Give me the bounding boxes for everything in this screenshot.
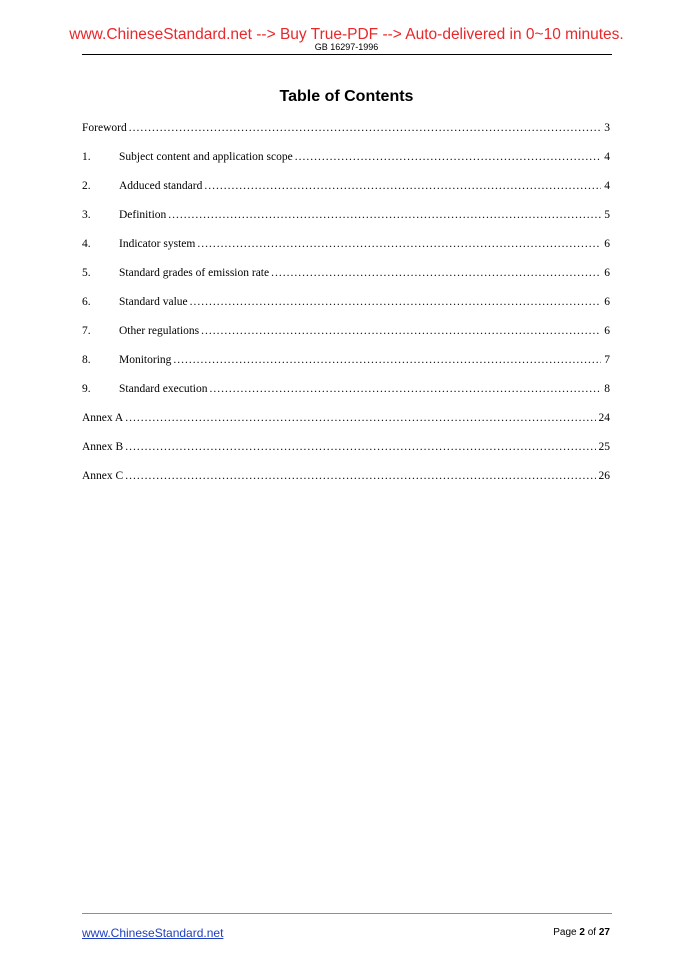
header-banner-link[interactable]: www.ChineseStandard.net --> Buy True-PDF --> Auto-delivered in 0~10 minutes. <box>69 26 624 43</box>
dot-leader <box>168 207 601 223</box>
toc-entry-page: 24 <box>598 412 610 424</box>
footer-website-link[interactable]: www.ChineseStandard.net <box>82 926 224 940</box>
toc-entry-label: Indicator system <box>119 238 196 250</box>
toc-entry-number: 2. <box>82 180 91 192</box>
header-divider <box>82 54 612 55</box>
toc-entry-label: Adduced standard <box>119 180 203 192</box>
toc-entry-9[interactable] <box>82 381 610 410</box>
toc-entry-5[interactable] <box>82 265 610 294</box>
toc-entry-annex-a[interactable] <box>82 410 610 439</box>
toc-entry-foreword[interactable] <box>82 120 610 149</box>
toc-entry-label: Annex B <box>82 441 124 453</box>
page-total: 27 <box>598 927 610 938</box>
toc-entry-label: Other regulations <box>119 325 200 337</box>
toc-entry-number: 4. <box>82 238 91 250</box>
dot-leader <box>129 120 602 136</box>
standard-code: GB 16297-1996 <box>314 42 379 52</box>
toc-entry-number: 9. <box>82 383 91 395</box>
toc-entry-label: Standard value <box>119 296 188 308</box>
toc-entry-number: 1. <box>82 151 91 163</box>
toc-entry-page: 4 <box>604 151 610 163</box>
dot-leader <box>125 439 595 455</box>
dot-leader <box>190 294 602 310</box>
toc-entry-page: 8 <box>604 383 610 395</box>
toc-entry-number: 5. <box>82 267 91 279</box>
dot-leader <box>125 410 595 426</box>
dot-leader <box>204 178 601 194</box>
page-prefix: Page <box>553 927 577 938</box>
dot-leader <box>201 323 601 339</box>
toc-entry-number: 8. <box>82 354 91 366</box>
toc-entry-page: 4 <box>604 180 610 192</box>
toc-entry-page: 6 <box>604 325 610 337</box>
toc-entry-page: 26 <box>598 470 610 482</box>
toc-entry-label: Annex C <box>82 470 124 482</box>
footer-divider <box>82 913 612 914</box>
toc-entry-label: Definition <box>119 209 167 221</box>
toc-entry-7[interactable] <box>82 323 610 352</box>
toc-entry-page: 5 <box>604 209 610 221</box>
toc-entry-page: 25 <box>598 441 610 453</box>
toc-entry-page: 7 <box>604 354 610 366</box>
dot-leader <box>295 149 602 165</box>
toc-entry-1[interactable] <box>82 149 610 178</box>
dot-leader <box>173 352 601 368</box>
toc-entry-label: Foreword <box>82 122 127 134</box>
dot-leader <box>197 236 601 252</box>
toc-entry-label: Standard grades of emission rate <box>119 267 270 279</box>
toc-entry-number: 6. <box>82 296 91 308</box>
dot-leader <box>209 381 601 397</box>
toc-entry-label: Annex A <box>82 412 124 424</box>
page-title: Table of Contents <box>279 88 414 105</box>
toc-entry-page: 6 <box>604 238 610 250</box>
dot-leader <box>125 468 595 484</box>
toc-entry-number: 3. <box>82 209 91 221</box>
toc-entry-number: 7. <box>82 325 91 337</box>
toc-entry-page: 3 <box>604 122 610 134</box>
toc-entry-3[interactable] <box>82 207 610 236</box>
toc-entry-8[interactable] <box>82 352 610 381</box>
toc-entry-page: 6 <box>604 296 610 308</box>
toc-entry-4[interactable] <box>82 236 610 265</box>
toc-entry-label: Standard execution <box>119 383 208 395</box>
table-of-contents <box>82 120 610 497</box>
toc-entry-page: 6 <box>604 267 610 279</box>
dot-leader <box>271 265 601 281</box>
toc-entry-2[interactable] <box>82 178 610 207</box>
page-number <box>553 927 610 939</box>
toc-entry-label: Subject content and application scope <box>119 151 293 163</box>
page-of: of <box>587 927 597 938</box>
toc-entry-6[interactable] <box>82 294 610 323</box>
toc-entry-label: Monitoring <box>119 354 172 366</box>
page-current: 2 <box>579 927 585 938</box>
toc-entry-annex-b[interactable] <box>82 439 610 468</box>
toc-entry-annex-c[interactable] <box>82 468 610 497</box>
